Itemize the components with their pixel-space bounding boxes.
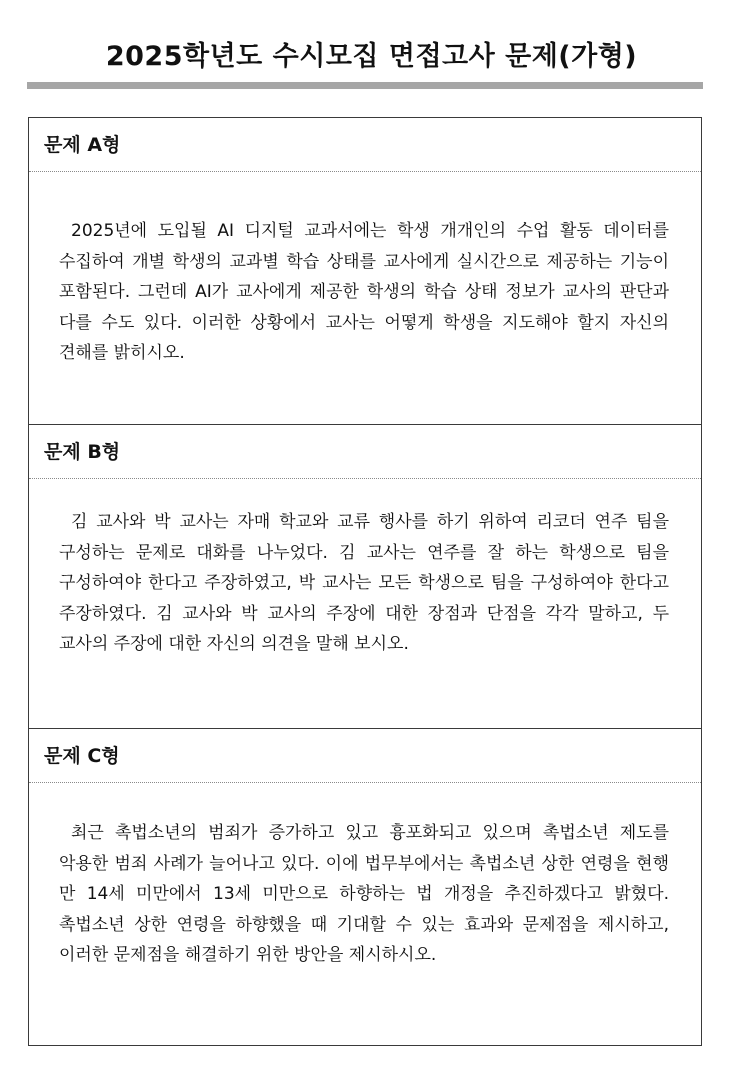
title-underline bbox=[27, 82, 703, 89]
section-body-a: 2025년에 도입될 AI 디지털 교과서에는 학생 개개인의 수업 활동 데이터를 수집하여 개별 학생의 교과별 학습 상태를 교사에게 실시간으로 제공하는 기능이 포함된다. 그런데 AI가 교사에게 제공한 학생의 학습 상태 정보가 교사의 판단과 다를 수도 있다. 이러한 상황에서 교사는 어떻게 학생을 지도해야 할지 자신의 견해를 밝히시오. bbox=[59, 221, 669, 363]
page-title: 2025학년도 수시모집 면접고사 문제(가형) bbox=[105, 41, 638, 72]
section-header-a: 문제 A형 bbox=[29, 118, 701, 172]
questions-box bbox=[28, 117, 702, 1046]
section-body-b: 김 교사와 박 교사는 자매 학교와 교류 행사를 하기 위하여 리코더 연주 팀을 구성하는 문제로 대화를 나누었다. 김 교사는 연주를 잘 하는 학생으로 팀을 구성하여야 한다고 주장하였고, 박 교사는 모든 학생으로 팀을 구성하여야 한다고 주장하였다. 김 교사와 박 교사의 주장에 대한 장점과 단점을 각각 말하고, 두 교사의 주장에 대한 자신의 의견을 말해 보시오. bbox=[59, 512, 669, 654]
question-section-b bbox=[29, 424, 701, 728]
question-section-a bbox=[29, 118, 701, 424]
section-header-b: 문제 B형 bbox=[29, 425, 701, 479]
section-header-c: 문제 C형 bbox=[29, 729, 701, 783]
question-section-c bbox=[29, 728, 701, 1045]
section-body-c: 최근 촉법소년의 범죄가 증가하고 있고 흉포화되고 있으며 촉법소년 제도를 악용한 범죄 사례가 늘어나고 있다. 이에 법무부에서는 촉법소년 상한 연령을 현행 만 14세 미만에서 13세 미만으로 하향하는 법 개정을 추진하겠다고 밝혔다. 촉법소년 상한 연령을 하향했을 때 기대할 수 있는 효과와 문제점을 제시하고, 이러한 문제점을 해결하기 위한 방안을 제시하시오. bbox=[59, 823, 669, 965]
